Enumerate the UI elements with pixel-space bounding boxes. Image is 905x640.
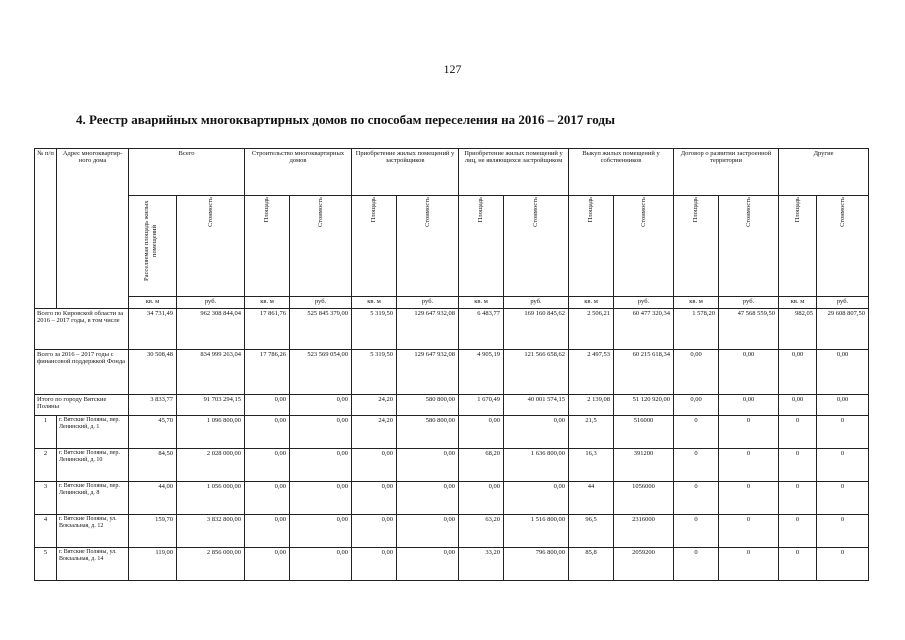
value-cell: 0: [779, 449, 817, 482]
value-cell: 1 516 800,00: [504, 515, 569, 548]
value-cell: 2316000: [614, 515, 674, 548]
value-cell: 982,05: [779, 309, 817, 350]
value-cell: 24,20: [352, 416, 397, 449]
row-label: Всего за 2016 – 2017 годы с финансовой поддержкой Фонда: [35, 350, 129, 395]
value-cell: 84,50: [129, 449, 177, 482]
value-cell: 0,00: [290, 548, 352, 581]
value-cell: 0,00: [674, 395, 719, 416]
value-cell: 21,5: [569, 416, 614, 449]
table-row: [35, 548, 869, 581]
summary-row: [35, 350, 869, 395]
value-cell: 63,20: [459, 515, 504, 548]
value-cell: 0,00: [719, 395, 779, 416]
header-no: № п/п: [35, 149, 57, 309]
value-cell: 0,00: [245, 416, 290, 449]
value-cell: 2 139,08: [569, 395, 614, 416]
value-cell: 0: [817, 416, 869, 449]
row-number: 1: [35, 416, 57, 449]
value-cell: 40 001 574,15: [504, 395, 569, 416]
row-label: Итого по городу Вятские Поляны: [35, 395, 129, 416]
value-cell: 6 483,77: [459, 309, 504, 350]
value-cell: 1 578,20: [674, 309, 719, 350]
value-cell: 0: [719, 449, 779, 482]
header-cost: Стоимость: [206, 197, 214, 227]
value-cell: 119,00: [129, 548, 177, 581]
value-cell: 85,8: [569, 548, 614, 581]
value-cell: 2 497,53: [569, 350, 614, 395]
value-cell: 51 120 920,00: [614, 395, 674, 416]
value-cell: 1 636 800,00: [504, 449, 569, 482]
value-cell: 0,00: [779, 395, 817, 416]
value-cell: 0,00: [397, 515, 459, 548]
value-cell: 169 160 845,62: [504, 309, 569, 350]
header-cost: Стоимость: [532, 197, 540, 227]
header-group-row: [35, 149, 869, 196]
value-cell: 60 477 320,34: [614, 309, 674, 350]
value-cell: 580 800,00: [397, 416, 459, 449]
header-group-other: Другие: [779, 149, 869, 196]
value-cell: 0,00: [397, 449, 459, 482]
header-resettled-area: Расселяемая площадь жилых помещений: [142, 200, 158, 282]
table-row: [35, 515, 869, 548]
unit-cell: руб.: [397, 297, 459, 309]
value-cell: 0,00: [290, 395, 352, 416]
value-cell: 391200: [614, 449, 674, 482]
value-cell: 33,20: [459, 548, 504, 581]
value-cell: 0: [719, 416, 779, 449]
value-cell: 34 731,49: [129, 309, 177, 350]
value-cell: 0: [779, 416, 817, 449]
value-cell: 0: [817, 482, 869, 515]
value-cell: 0: [817, 515, 869, 548]
value-cell: 0: [779, 548, 817, 581]
value-cell: 0: [719, 515, 779, 548]
value-cell: 2 856 000,00: [177, 548, 245, 581]
value-cell: 60 215 618,34: [614, 350, 674, 395]
value-cell: 0,00: [674, 350, 719, 395]
unit-cell: руб.: [614, 297, 674, 309]
table-row: [35, 482, 869, 515]
value-cell: 30 508,48: [129, 350, 177, 395]
value-cell: 0: [674, 548, 719, 581]
value-cell: 1 056 000,00: [177, 482, 245, 515]
value-cell: 2 506,21: [569, 309, 614, 350]
value-cell: 0,00: [817, 350, 869, 395]
value-cell: 0,00: [779, 350, 817, 395]
value-cell: 44: [569, 482, 614, 515]
value-cell: 0,00: [290, 449, 352, 482]
value-cell: 0: [674, 416, 719, 449]
header-sub-row: [35, 196, 869, 297]
value-cell: 0,00: [817, 395, 869, 416]
unit-cell: кв. м: [245, 297, 290, 309]
value-cell: 0,00: [352, 482, 397, 515]
value-cell: 24,20: [352, 395, 397, 416]
header-cost: Стоимость: [316, 197, 324, 227]
value-cell: 0,00: [504, 416, 569, 449]
value-cell: 129 647 932,08: [397, 309, 459, 350]
value-cell: 44,00: [129, 482, 177, 515]
page-number: 127: [443, 62, 462, 76]
unit-cell: кв. м: [674, 297, 719, 309]
value-cell: 0,00: [245, 395, 290, 416]
address-cell: г. Вятские Поляны, пер. Ленинский, д. 10: [57, 449, 129, 482]
value-cell: 2 028 000,00: [177, 449, 245, 482]
address-cell: г. Вятские Поляны, ул. Вокзальная, д. 14: [57, 548, 129, 581]
value-cell: 0: [779, 482, 817, 515]
unit-cell: кв. м: [779, 297, 817, 309]
value-cell: 16,3: [569, 449, 614, 482]
value-cell: 96,5: [569, 515, 614, 548]
value-cell: 5 319,50: [352, 309, 397, 350]
unit-cell: кв. м: [352, 297, 397, 309]
value-cell: 0,00: [397, 548, 459, 581]
header-group-development-agreement: Договор о развитии застроенной территории: [674, 149, 779, 196]
address-cell: г. Вятские Поляны, пер. Ленинский, д. 1: [57, 416, 129, 449]
value-cell: 0: [817, 548, 869, 581]
header-group-total: Всего: [129, 149, 245, 196]
summary-row: [35, 395, 869, 416]
value-cell: 47 568 559,50: [719, 309, 779, 350]
value-cell: 834 999 263,04: [177, 350, 245, 395]
summary-row: [35, 309, 869, 350]
unit-cell: руб.: [290, 297, 352, 309]
header-address: Адрес многоквартир-ного дома: [57, 149, 129, 309]
header-area: Площадь: [793, 197, 801, 223]
value-cell: 0,00: [290, 482, 352, 515]
row-number: 2: [35, 449, 57, 482]
value-cell: 17 861,76: [245, 309, 290, 350]
value-cell: 0: [674, 515, 719, 548]
value-cell: 129 647 932,08: [397, 350, 459, 395]
value-cell: 796 800,00: [504, 548, 569, 581]
value-cell: 1 096 800,00: [177, 416, 245, 449]
value-cell: 0,00: [352, 548, 397, 581]
header-cost: Стоимость: [838, 197, 846, 227]
row-number: 4: [35, 515, 57, 548]
unit-cell: кв. м: [129, 297, 177, 309]
document-title: 4. Реестр аварийных многоквартирных домов по способам переселения на 2016 – 2017 годы: [76, 112, 616, 127]
value-cell: 0,00: [245, 449, 290, 482]
value-cell: 1056000: [614, 482, 674, 515]
value-cell: 0,00: [504, 482, 569, 515]
value-cell: 0,00: [397, 482, 459, 515]
value-cell: 2059200: [614, 548, 674, 581]
unit-cell: руб.: [177, 297, 245, 309]
unit-cell: кв. м: [569, 297, 614, 309]
unit-cell: руб.: [817, 297, 869, 309]
value-cell: 962 308 844,04: [177, 309, 245, 350]
header-area: Площадь: [587, 197, 595, 223]
header-group-purchase-non-developers: Приобретение жилых помещений у лиц, не являющихся застройщиком: [459, 149, 569, 196]
value-cell: 121 566 658,62: [504, 350, 569, 395]
value-cell: 0: [817, 449, 869, 482]
value-cell: 0,00: [290, 416, 352, 449]
table-row: [35, 449, 869, 482]
value-cell: 0,00: [245, 482, 290, 515]
value-cell: 0,00: [459, 416, 504, 449]
row-label: Всего по Кировской области за 2016 – 2017 годы, в том числе: [35, 309, 129, 350]
header-area: Площадь: [370, 197, 378, 223]
value-cell: 159,70: [129, 515, 177, 548]
row-number: 5: [35, 548, 57, 581]
value-cell: 0: [719, 482, 779, 515]
unit-cell: кв. м: [459, 297, 504, 309]
value-cell: 0: [779, 515, 817, 548]
header-area: Площадь: [263, 197, 271, 223]
value-cell: 580 800,00: [397, 395, 459, 416]
value-cell: 525 845 379,00: [290, 309, 352, 350]
value-cell: 523 569 054,00: [290, 350, 352, 395]
value-cell: 0,00: [245, 548, 290, 581]
header-area: Площадь: [477, 197, 485, 223]
value-cell: 45,70: [129, 416, 177, 449]
value-cell: 0,00: [290, 515, 352, 548]
header-group-construction: Строительство многоквартирных домов: [245, 149, 352, 196]
value-cell: 0: [674, 482, 719, 515]
header-group-buyout: Выкуп жилых помещений у собственников: [569, 149, 674, 196]
value-cell: 0,00: [352, 449, 397, 482]
value-cell: 0: [719, 548, 779, 581]
value-cell: 5 319,50: [352, 350, 397, 395]
registry-table: [34, 148, 869, 581]
header-area: Площадь: [692, 197, 700, 223]
value-cell: 3 832 800,00: [177, 515, 245, 548]
value-cell: 0,00: [352, 515, 397, 548]
value-cell: 0,00: [459, 482, 504, 515]
value-cell: 1 670,49: [459, 395, 504, 416]
value-cell: 91 703 294,15: [177, 395, 245, 416]
row-number: 3: [35, 482, 57, 515]
header-cost: Стоимость: [744, 197, 752, 227]
unit-cell: руб.: [504, 297, 569, 309]
value-cell: 68,20: [459, 449, 504, 482]
value-cell: 0: [674, 449, 719, 482]
header-group-purchase-developers: Приобретение жилых помещений у застройщиков: [352, 149, 459, 196]
value-cell: 0,00: [719, 350, 779, 395]
table-row: [35, 416, 869, 449]
header-units-row: [35, 297, 869, 309]
address-cell: г. Вятские Поляны, ул. Вокзальная, д. 12: [57, 515, 129, 548]
value-cell: 516000: [614, 416, 674, 449]
value-cell: 0,00: [245, 515, 290, 548]
header-cost: Стоимость: [639, 197, 647, 227]
address-cell: г. Вятские Поляны, пер. Ленинский, д. 8: [57, 482, 129, 515]
value-cell: 3 833,77: [129, 395, 177, 416]
value-cell: 17 786,26: [245, 350, 290, 395]
unit-cell: руб.: [719, 297, 779, 309]
value-cell: 29 608 807,50: [817, 309, 869, 350]
value-cell: 4 905,19: [459, 350, 504, 395]
header-cost: Стоимость: [423, 197, 431, 227]
